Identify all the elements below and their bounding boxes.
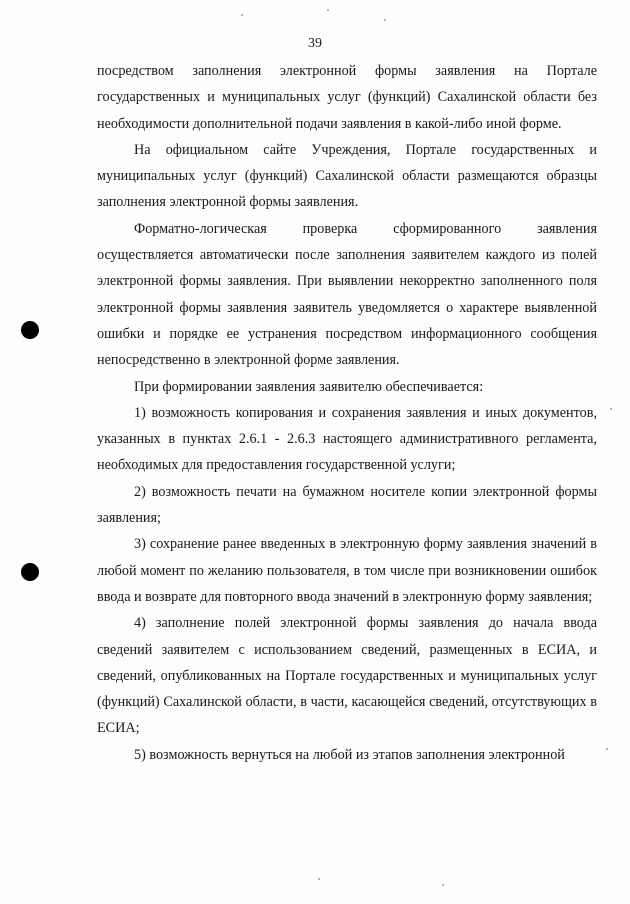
punch-hole xyxy=(21,563,39,581)
paragraph-format-check: Форматно-логическая проверка сформированного заявления осуществляется автоматически после заполнения заявителем каждого из полей электронной формы заявления. При выявлении некорректно заполненного поля электронной формы заявления заявитель уведомляется о характере выявленной ошибки и порядке ее устранения посредством информационного сообщения непосредственно в электронной форме заявления. xyxy=(97,220,597,369)
paragraph-intro: При формировании заявления заявителю обеспечивается: xyxy=(134,378,484,395)
paragraph-samples: На официальном сайте Учреждения, Портале государственных и муниципальных услуг (функций) Сахалинской области размещаются образцы заполнения электронной формы заявления. xyxy=(97,141,597,211)
page-number: 39 xyxy=(308,36,322,51)
punch-hole xyxy=(21,321,39,339)
document-body xyxy=(97,58,597,768)
scan-speck xyxy=(610,408,612,410)
scan-speck xyxy=(442,884,444,886)
scan-speck xyxy=(318,878,320,880)
list-item-5: 5) возможность вернуться на любой из этапов заполнения электронной xyxy=(134,746,565,763)
list-item-2: 2) возможность печати на бумажном носителе копии электронной формы заявления; xyxy=(97,483,597,527)
list-item-3: 3) сохранение ранее введенных в электронную форму заявления значений в любой момент по желанию пользователя, в том числе при возникновении ошибок ввода и возврате для повторного ввода значений в электронную форму заявления; xyxy=(97,536,597,605)
scan-speck xyxy=(384,19,386,21)
scan-speck xyxy=(241,14,243,16)
list-item-1: 1) возможность копирования и сохранения заявления и иных документов, указанных в пунктах 2.6.1 - 2.6.3 настоящего административного регламента, необходимых для предоставления государственной услуги; xyxy=(97,404,597,474)
list-item-4: 4) заполнение полей электронной формы заявления до начала ввода сведений заявителем с использованием сведений, размещенных в ЕСИА, и сведений, опубликованных на Портале государственных и муниципальных услуг (функций) Сахалинской области, в части, касающейся сведений, отсутствующих в ЕСИА; xyxy=(97,615,597,737)
paragraph-continued: посредством заполнения электронной формы заявления на Портале государственных и муниципальных услуг (функций) Сахалинской области без необходимости дополнительной подачи заявления в какой-либо иной форме. xyxy=(97,63,597,132)
scan-speck xyxy=(606,748,608,750)
scan-speck xyxy=(327,9,329,11)
